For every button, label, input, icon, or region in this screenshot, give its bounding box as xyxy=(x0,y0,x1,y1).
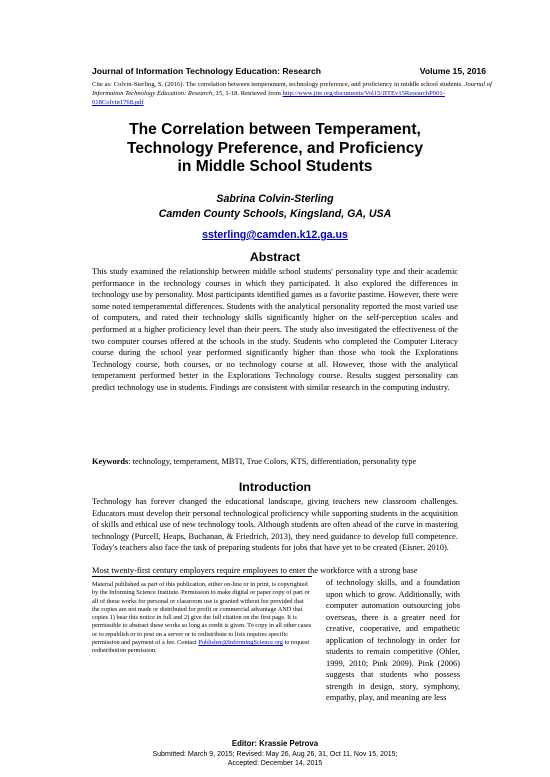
introduction-paragraph-1: Technology has forever changed the educational landscape, giving teachers new classroom challenges. Educators must develop their personal technological proficiency while supporting students in the acquisition of skills and ethical use of new technology tools. Although students are often ahead of the curve in mastering technology (Purcell, Heaps, Buchanan, & Friedrich, 2013), they need guidance to develop full competence. Today's teachers also face the task of preparing students for jobs that have yet to be created (Eisner, 2010). xyxy=(92,497,458,553)
author-affiliation: Camden County Schools, Kingsland, GA, USA xyxy=(158,208,392,220)
copyright-notice xyxy=(92,581,312,656)
dates-line-2: Accepted: December 14, 2015 xyxy=(227,760,323,767)
abstract-text: This study examined the relationship between middle school students' personality type and their academic performance in the technology courses in which they participated. It also explored the differences in technology use by personality. Most participants identified games as a favorite pastime. However, there were some noted temperamental differences. Students with the analytical personality reported the most varied use of computers, and rated their technology skills significantly higher on the self-perception scales and performed at a higher proficiency level than their peers. The study also investigated the effectiveness of the two computer courses offered at the schools in the study. Students who completed the Computer Literacy course during the school year performed significantly higher than those who took the Explorations Technology course, both courses, or no technology course at all. However, those with the analytical temperament performed better in the Explorations Technology course. Results suggest personality can predict technology use in students. Findings are consistent with similar research in the computing industry. xyxy=(92,267,458,392)
citation xyxy=(92,80,492,107)
citation-journal: Journal of Information Technology Education: Research, 15, xyxy=(92,81,492,97)
introduction-paragraph-2-continued: of technology skills, and a foundation upon which to grow. Additionally, with computer automation outsourcing jobs overseas, there is a greater need for creative, cooperative, and empathetic application of technology in order for students to remain competitive (Ohler, 1999, 2010; Pink 2009). Pink (2006) suggests that students who possess strength in design, story, symphony, empathy, play, and meaning are less xyxy=(326,578,460,702)
keywords xyxy=(92,457,492,466)
keywords-label: Keywords xyxy=(92,457,129,466)
editor-line: Editor: Krassie Petrova xyxy=(231,739,319,748)
title-line-1: The Correlation between Temperament, xyxy=(129,121,421,138)
title-line-2: Technology Preference, and Proficiency xyxy=(126,139,424,157)
author-name: Sabrina Colvin-Sterling xyxy=(216,193,334,205)
publisher-email-link[interactable]: Publisher@InformingScience.org xyxy=(198,639,283,647)
citation-pages: 1-18. Retrieved from xyxy=(223,90,281,97)
copyright-divider xyxy=(92,576,312,577)
journal-name: Journal of Information Technology Education: Research xyxy=(92,66,322,76)
keywords-text: : technology, temperament, MBTI, True Colors, KTS, differentiation, personality type xyxy=(128,457,417,466)
abstract-heading: Abstract xyxy=(249,250,301,264)
citation-url-link[interactable]: http://www.jite.org/documents/Vol15/JITEv15ResearchP001-018Colvin1768.pdf xyxy=(92,90,445,106)
journal-volume: Volume 15, 2016 xyxy=(419,66,486,76)
introduction-heading: Introduction xyxy=(238,480,312,494)
author-email-link[interactable]: ssterling@camden.k12.ga.us xyxy=(202,229,348,241)
title-line-3: in Middle School Students xyxy=(177,158,373,175)
copyright-text: Material published as part of this publication, either on-line or in print, is copyrighted by the Informing Science Institute. Permission to make digital or paper copy of part or all of these works for personal or classroom use is granted without fee provided that the copies are not made or distributed for profit or commercial advantage AND that copies 1) bear this notice in full and 2) give the full citation on the first page. It is permissible to abstract these works so long as credit is given. To copy in all other cases or to republish or to post on a server or to redistribute to lists requires specific permission and payment of a fee. Contact xyxy=(92,581,312,647)
paper-title xyxy=(92,121,458,177)
introduction-paragraph-2-start: Most twenty-first century employers require employees to enter the workforce with a strong base xyxy=(92,566,418,575)
copyright-tail: to request redistribution permission. xyxy=(92,639,310,655)
submission-dates xyxy=(92,750,458,768)
dates-line-1: Submitted: March 9, 2015; Revised: May 26, Aug 26, 31, Oct 11, Nov 15, 2015; xyxy=(152,751,398,758)
citation-text: Cite as: Colvin-Sterling, S. (2016). The correlation between temperament, technology preference, and proficiency in middle school students. xyxy=(92,81,465,88)
journal-header xyxy=(92,66,486,76)
